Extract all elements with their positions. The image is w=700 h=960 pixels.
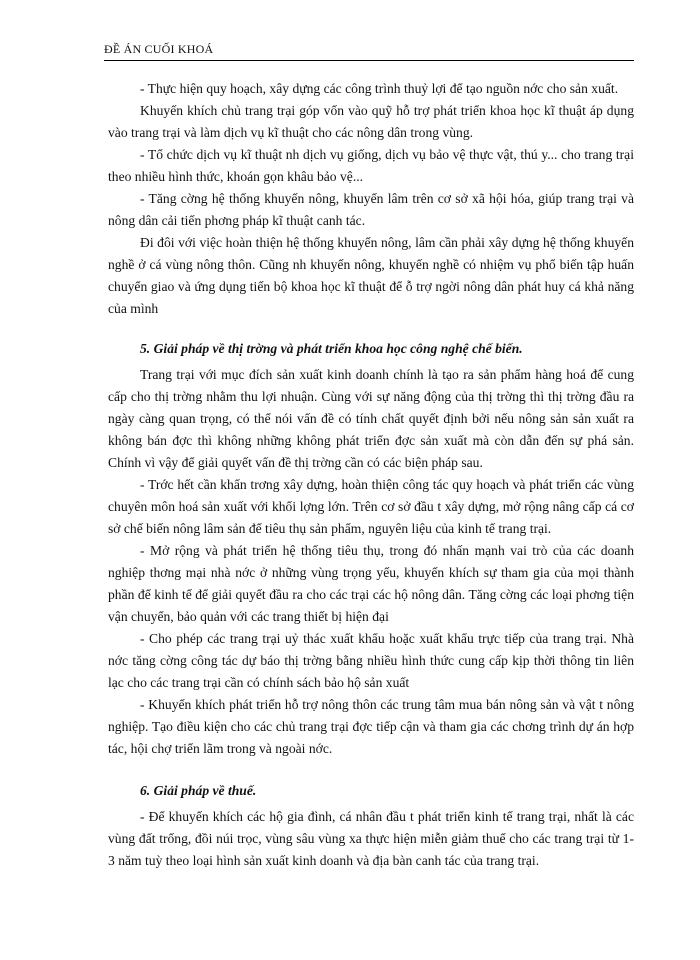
paragraph: - Tăng cờng hệ thống khuyến nông, khuyến lâm trên cơ sở xã hội hóa, giúp trang trại và nông dân cải tiến phơng pháp kĩ thuật canh tác. <box>108 191 634 228</box>
document-body <box>108 78 634 872</box>
page-header <box>104 42 634 61</box>
paragraph: - Khuyến khích phát triển hỗ trợ nông thôn các trung tâm mua bán nông sản và vật t nông nghiệp. Tạo điều kiện cho các chủ trang trại đợc tiếp cận và tham gia các chơng trình dự án hợp tác, hội chợ triển lãm trong và ngoài nớc. <box>108 697 634 756</box>
section-heading: 5. Giải pháp về thị trờng và phát triển khoa học công nghệ chế biến. <box>140 341 523 356</box>
paragraph: - Cho phép các trang trại uỷ thác xuất khẩu hoặc xuất khẩu trực tiếp của trang trại. Nhà nớc tăng cờng công tác dự báo thị trờng bằng nhiều hình thức cung cấp kịp thời thông tin liên lạc cho các trang trại cần có chính sách bảo hộ sản xuất <box>108 631 634 690</box>
section-heading: 6. Giải pháp về thuế. <box>140 783 257 798</box>
paragraph: - Tổ chức dịch vụ kĩ thuật nh dịch vụ giống, dịch vụ bảo vệ thực vật, thú y... cho trang trại theo nhiều hình thức, khoán gọn khâu bảo vệ... <box>108 147 634 184</box>
paragraph: Khuyến khích chủ trang trại góp vốn vào quỹ hỗ trợ phát triển khoa học kĩ thuật áp dụng vào trang trại và làm dịch vụ kĩ thuật cho các nông dân trong vùng. <box>108 103 634 140</box>
paragraph: Đi đôi với việc hoàn thiện hệ thống khuyến nông, lâm cần phải xây dựng hệ thống khuyến nghề ở cá vùng nông thôn. Cũng nh khuyến nông, khuyến nghề có nhiệm vụ phổ biến tập huấn chuyển giao và ứng dụng tiến bộ khoa học kĩ thuật để ỗ trợ ngời nông dân phát huy cá khả năng của mình <box>108 235 634 316</box>
paragraph: - Để khuyến khích các hộ gia đình, cá nhân đầu t phát triển kinh tế trang trại, nhất là các vùng đất trống, đồi núi trọc, vùng sâu vùng xa thực hiện miễn giảm thuế cho các trang trại từ 1-3 năm tuỳ theo loại hình sản xuất kinh doanh và địa bàn canh tác của trang trại. <box>108 809 634 868</box>
header-title: ĐỀ ÁN CUỐI KHOÁ <box>104 42 214 56</box>
paragraph: - Mở rộng và phát triển hệ thống tiêu thụ, trong đó nhấn mạnh vai trò của các doanh nghiệp thơng mại nhà nớc ở những vùng trọng yếu, khuyến khích sự tham gia của mọi thành phần để kinh tế để giải quyết đầu ra cho các trại các hộ nông dân. Tăng cờng các loại phơng tiện vận chuyển, bảo quản với các trang thiết bị hiện đại <box>108 543 634 624</box>
paragraph: Trang trại với mục đích sản xuất kinh doanh chính là tạo ra sản phẩm hàng hoá để cung cấp cho thị trờng nhằm thu lợi nhuận. Cùng với sự năng động của thị trờng thì thị trờng đầu ra ngày càng quan trọng, có thể nói vấn đề có tính chất quyết định bởi nếu nông sản sản xuất ra không bán đợc thì không những không phát triển đợc sản xuất mà còn dẫn đến sự phá sản. Chính vì vậy để giải quyết vấn đề thị trờng cần có các biện pháp sau. <box>108 367 634 470</box>
paragraph: - Trớc hết cần khẩn trơng xây dựng, hoàn thiện công tác quy hoạch và phát triển các vùng chuyên môn hoá sản xuất với khối lợng lớn. Trên cơ sở đầu t xây dựng, mở rộng nâng cấp cá cơ sở chế biến nông lâm sản để tiêu thụ sản phẩm, nguyên liệu của kinh tế trang trại. <box>108 477 634 536</box>
paragraph: - Thực hiện quy hoạch, xây dựng các công trình thuỷ lợi để tạo nguồn nớc cho sản xuất. <box>140 81 619 96</box>
